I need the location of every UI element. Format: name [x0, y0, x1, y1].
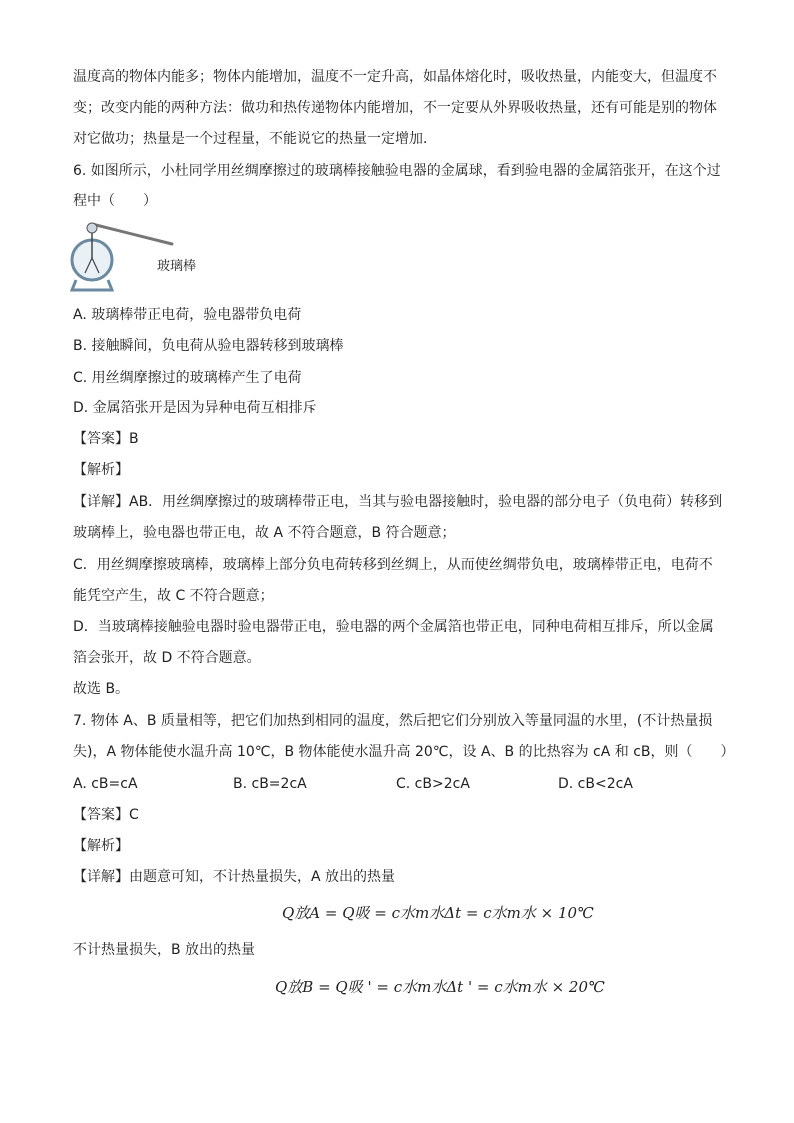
- equation-2: Q放B = Q吸 ' = c水m水Δt ' = c水m水 × 20℃: [275, 978, 605, 996]
- answer-label: 【答案】C: [73, 807, 139, 823]
- detail-text: 【详解】由题意可知，不计热量损失，A 放出的热量: [73, 869, 396, 885]
- question-6-stem: 程中（ ）: [73, 193, 157, 209]
- text-line: 对它做功；热量是一个过程量，不能说它的热量一定增加．: [73, 131, 437, 147]
- option-b: B. 接触瞬间，负电荷从验电器转移到玻璃棒: [73, 338, 344, 354]
- detail-text: 不计热量损失，B 放出的热量: [73, 942, 256, 958]
- option-d: D. cB<2cA: [558, 776, 633, 792]
- question-7-stem: 失)，A 物体能使水温升高 10℃，B 物体能使水温升高 20℃，设 A、B 的比热容为 cA 和 cB，则（ ）: [73, 744, 735, 760]
- detail-text: 能凭空产生，故 C 不符合题意；: [73, 588, 274, 604]
- question-7-stem: 7. 物体 A、B 质量相等，把它们加热到相同的温度，然后把它们分别放入等量同温的水里，(不计热量损: [73, 713, 713, 729]
- text-line: 温度高的物体内能多；物体内能增加，温度不一定升高，如晶体熔化时，吸收热量，内能变大，但温度不: [73, 69, 717, 85]
- option-a: A. 玻璃棒带正电荷，验电器带负电荷: [73, 307, 302, 323]
- conclusion-text: 故选 B。: [73, 681, 130, 697]
- option-c: C. cB>2cA: [396, 776, 470, 792]
- analysis-label: 【解析】: [73, 462, 129, 478]
- detail-text: 【详解】AB．用丝绸摩擦过的玻璃棒带正电，当其与验电器接触时，验电器的部分电子（负电荷）转移到: [73, 494, 723, 510]
- figure-label: 玻璃棒: [157, 259, 197, 274]
- question-6-stem: 6. 如图所示，小杜同学用丝绸摩擦过的玻璃棒接触验电器的金属球，看到验电器的金属箔张开，在这个过: [73, 163, 721, 179]
- detail-text: D．当玻璃棒接触验电器时验电器带正电，验电器的两个金属箔也带正电，同种电荷相互排斥，所以金属: [73, 619, 714, 635]
- analysis-label: 【解析】: [73, 838, 129, 854]
- equation-1: Q放A = Q吸 = c水m水Δt = c水m水 × 10℃: [282, 904, 594, 922]
- option-b: B. cB=2cA: [233, 776, 307, 792]
- option-d: D. 金属箔张开是因为异种电荷互相排斥: [73, 400, 317, 416]
- text-line: 变；改变内能的两种方法：做功和热传递物体内能增加，不一定要从外界吸收热量，还有可能是别的物体: [73, 100, 717, 116]
- detail-text: C．用丝绸摩擦玻璃棒，玻璃棒上部分负电荷转移到丝绸上，从而使丝绸带负电，玻璃棒带正电，电荷不: [73, 557, 713, 573]
- answer-label: 【答案】B: [73, 431, 139, 447]
- detail-text: 玻璃棒上，验电器也带正电，故 A 不符合题意，B 符合题意；: [73, 525, 456, 541]
- detail-text: 箔会张开，故 D 不符合题意。: [73, 650, 261, 666]
- option-c: C. 用丝绸摩擦过的玻璃棒产生了电荷: [73, 370, 302, 386]
- option-a: A. cB=cA: [73, 776, 138, 792]
